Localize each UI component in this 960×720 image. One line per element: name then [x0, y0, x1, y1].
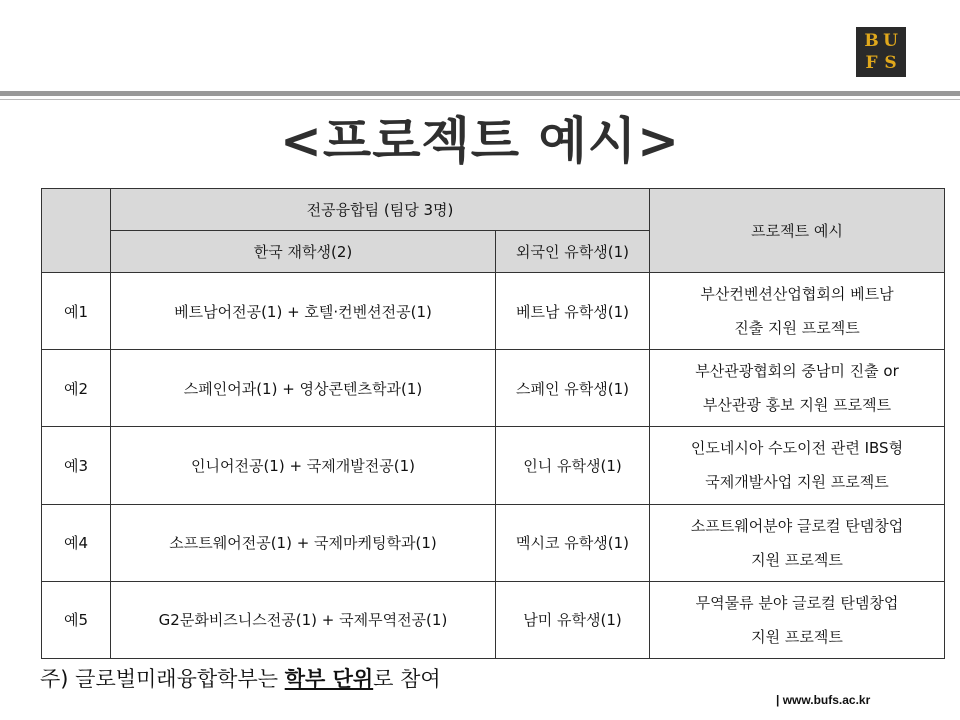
project-line: 국제개발사업 지원 프로젝트 — [705, 473, 889, 492]
foreign-student-cell: 스페인 유학생(1) — [496, 350, 650, 427]
header-foreign-students: 외국인 유학생(1) — [496, 231, 650, 273]
korean-students-cell: G2문화비즈니스전공(1) + 국제무역전공(1) — [111, 581, 496, 658]
project-example-cell — [650, 350, 945, 427]
header-divider — [0, 91, 960, 96]
foreign-student-cell: 멕시코 유학생(1) — [496, 504, 650, 581]
table-row — [42, 273, 945, 350]
foreign-student-cell: 남미 유학생(1) — [496, 581, 650, 658]
project-line: 소프트웨어분야 글로컬 탄뎀창업 — [690, 516, 904, 535]
project-example-cell — [650, 581, 945, 658]
project-line: 진출 지원 프로젝트 — [734, 319, 860, 338]
logo-letter-u: U — [883, 31, 898, 51]
footnote-suffix: 로 참여 — [373, 667, 441, 691]
foreign-student-cell: 베트남 유학생(1) — [496, 273, 650, 350]
footnote-emphasis: 학부 단위 — [284, 667, 374, 691]
header-korean-students: 한국 재학생(2) — [111, 231, 496, 273]
row-label: 예5 — [42, 581, 111, 658]
logo-letter-b: B — [864, 31, 879, 51]
project-line: 지원 프로젝트 — [751, 627, 843, 646]
korean-students-cell: 인니어전공(1) + 국제개발전공(1) — [111, 427, 496, 504]
project-line: 부산관광협회의 중남미 진출 or — [695, 362, 899, 381]
footnote-prefix: 주) 글로벌미래융합학부는 — [40, 667, 285, 691]
header-divider-thin — [0, 99, 960, 100]
header-blank-cell — [42, 189, 111, 273]
table-row — [42, 581, 945, 658]
foreign-student-cell: 인니 유학생(1) — [496, 427, 650, 504]
row-label: 예1 — [42, 273, 111, 350]
project-line: 무역물류 분야 글로컬 탄뎀창업 — [695, 593, 899, 612]
table-row — [42, 427, 945, 504]
project-example-cell — [650, 427, 945, 504]
header-team-group: 전공융합팀 (팀당 3명) — [111, 189, 650, 231]
project-line: 인도네시아 수도이전 관련 IBS형 — [690, 439, 904, 458]
korean-students-cell: 스페인어과(1) + 영상콘텐츠학과(1) — [111, 350, 496, 427]
row-label: 예4 — [42, 504, 111, 581]
logo-letter-f: F — [865, 53, 878, 73]
table-row — [42, 350, 945, 427]
project-line: 부산관광 홍보 지원 프로젝트 — [702, 396, 892, 415]
project-line: 지원 프로젝트 — [751, 550, 843, 569]
page-title: <프로젝트 예시> — [280, 112, 680, 170]
korean-students-cell: 베트남어전공(1) + 호텔·컨벤션전공(1) — [111, 273, 496, 350]
logo-letter-s: S — [884, 53, 897, 73]
row-label: 예2 — [42, 350, 111, 427]
project-example-cell — [650, 504, 945, 581]
header-project-example: 프로젝트 예시 — [650, 189, 945, 273]
row-label: 예3 — [42, 427, 111, 504]
project-line: 부산컨벤션산업협회의 베트남 — [700, 285, 894, 304]
table-header-row — [42, 189, 945, 231]
footnote — [40, 664, 441, 694]
project-example-cell — [650, 273, 945, 350]
footer-url: | www.bufs.ac.kr — [776, 693, 871, 707]
table-row — [42, 504, 945, 581]
project-examples-table — [41, 188, 945, 659]
bufs-logo — [856, 27, 906, 77]
korean-students-cell: 소프트웨어전공(1) + 국제마케팅학과(1) — [111, 504, 496, 581]
